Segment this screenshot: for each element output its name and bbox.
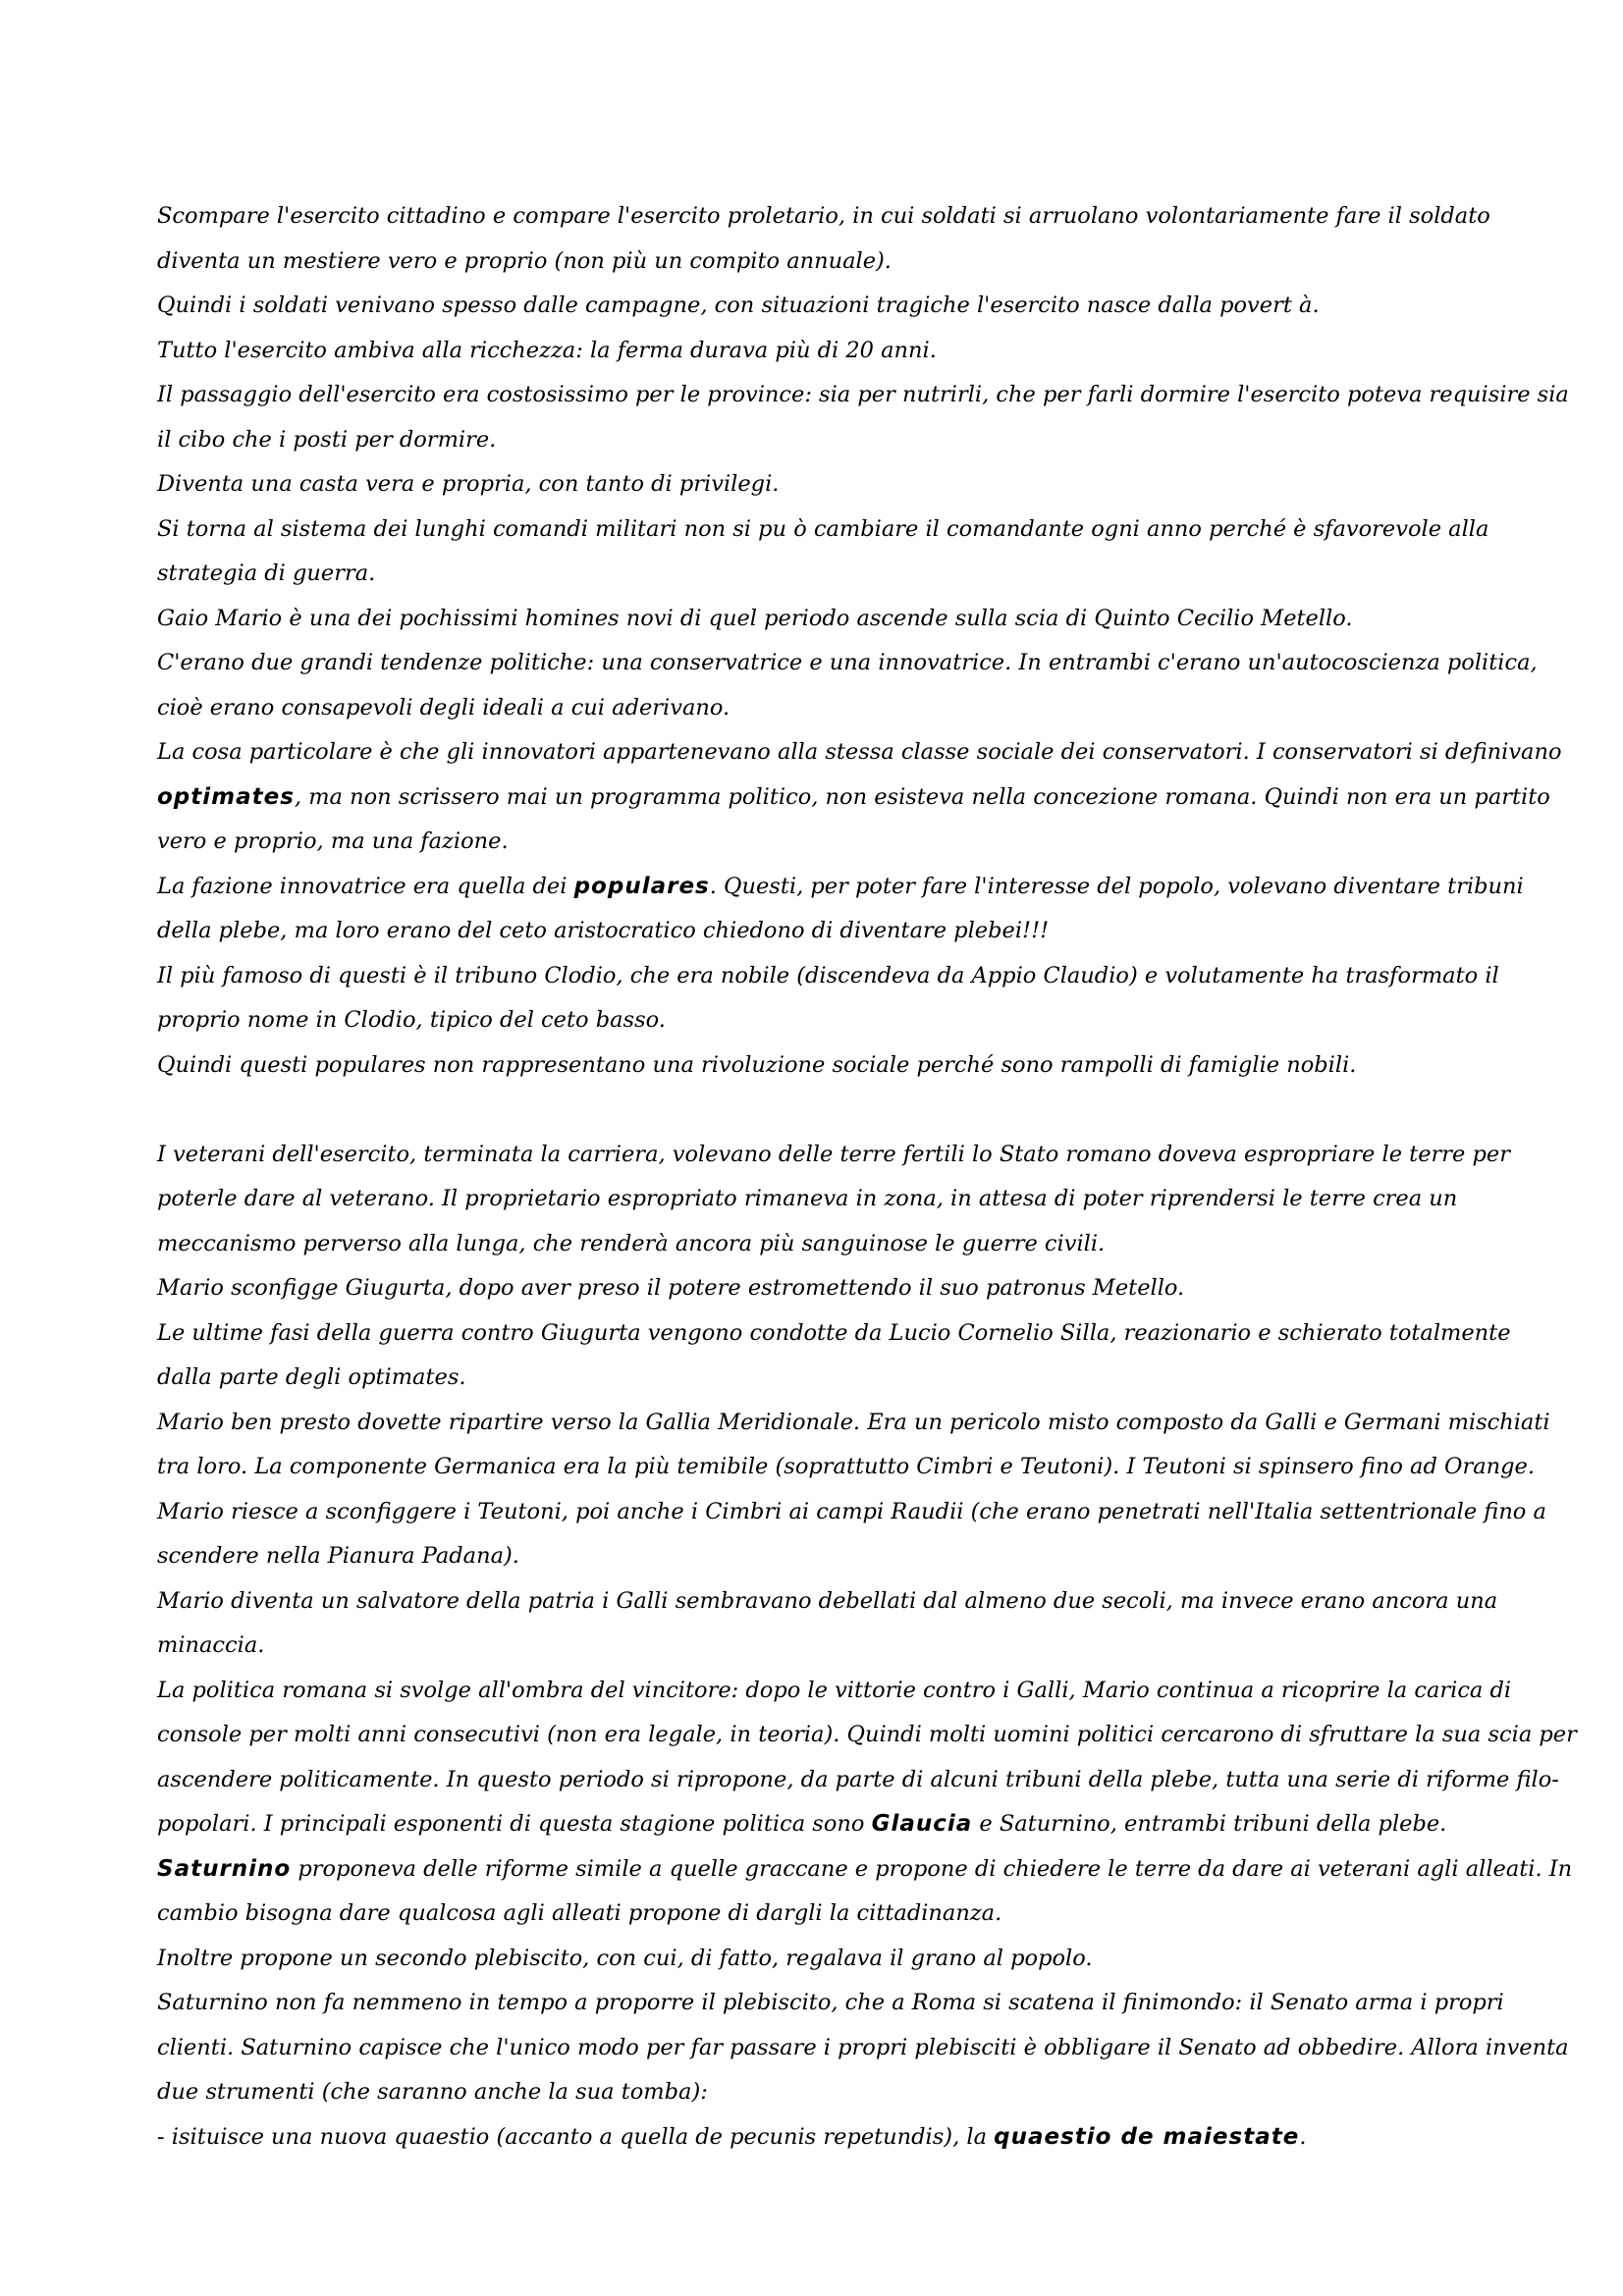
line-text: vero e proprio, ma una fazione.	[157, 828, 509, 854]
line-text: - isituisce una nuova quaestio (accanto a quella de pecunis repetundis), la	[157, 2123, 995, 2150]
line-text: Scompare l'esercito cittadino e compare l'esercito proletario, in cui soldati si arruolano volontariamente fare il soldato	[157, 203, 1490, 229]
highlighted-term: Glaucia	[871, 1811, 973, 1837]
line-text: Diventa una casta vera e propria, con tanto di privilegi.	[157, 471, 780, 497]
text-line	[157, 686, 1478, 731]
line-text: tra loro. La componente Germanica era la più temibile (soprattutto Cimbri e Teutoni). I Teutoni si spinsero fino ad Orange.	[157, 1454, 1535, 1479]
text-line	[157, 1847, 1573, 1893]
line-text: Inoltre propone un secondo plebiscito, con cui, di fatto, regalava il grano al popolo.	[157, 1945, 1093, 1971]
text-line	[157, 329, 1478, 374]
highlighted-term: Saturnino	[157, 1855, 292, 1882]
highlighted-term: quaestio de maiestate	[994, 2123, 1300, 2150]
line-text: proponeva delle riforme simile a quelle graccane e propone di chiedere le terre da dare ai veterani agli alleati. In	[291, 1855, 1573, 1882]
text-line	[157, 954, 1499, 999]
text-line	[157, 1937, 1478, 1982]
paragraph-break	[157, 1088, 1478, 1133]
line-text: e Saturnino, entrambi tribuni della plebe.	[972, 1811, 1447, 1837]
line-text: strategia di guerra.	[157, 561, 376, 586]
line-text: cioè erano consapevoli degli ideali a cui aderivano.	[157, 694, 730, 721]
line-text: meccanismo perverso alla lunga, che renderà ancora più sanguinose le guerre civili.	[157, 1230, 1106, 1256]
line-text: Mario sconfigge Giugurta, dopo aver preso il potere estromettendo il suo patronus Metello.	[157, 1275, 1185, 1301]
line-text: console per molti anni consecutivi (non era legale, in teoria). Quindi molti uomini politici cercarono di sfruttare la sua scia per	[157, 1722, 1577, 1747]
line-text: due strumenti (che saranno anche la sua tomba):	[157, 2079, 708, 2105]
line-text: scendere nella Pianura Padana).	[157, 1543, 519, 1569]
highlighted-term: populares	[573, 873, 710, 899]
text-line	[157, 1669, 1512, 1714]
line-text: proprio nome in Clodio, tipico del ceto basso.	[157, 1007, 666, 1033]
text-line	[157, 1713, 1577, 1758]
text-line	[157, 1624, 1478, 1669]
text-line	[157, 373, 1569, 418]
text-line	[157, 1043, 1478, 1089]
text-line	[157, 998, 1478, 1043]
text-line	[157, 865, 1524, 910]
line-text: poterle dare al veterano. Il proprietario espropriato rimaneva in zona, in attesa di poter riprendersi le terre crea un	[157, 1186, 1458, 1211]
text-line	[157, 552, 1478, 597]
text-line	[157, 1222, 1478, 1267]
text-line	[157, 597, 1478, 642]
line-text: . Questi, per poter fare l'interesse del popolo, volevano diventare tribuni	[709, 873, 1524, 899]
text-line	[157, 284, 1478, 329]
line-text: Saturnino non fa nemmeno in tempo a proporre il plebiscito, che a Roma si scatena il finimondo: il Senato arma i propri	[157, 1990, 1504, 2015]
line-text: .	[1299, 2123, 1307, 2150]
line-text: della plebe, ma loro erano del ceto aristocratico chiedono di diventare plebei!!!	[157, 918, 1050, 943]
text-line	[157, 1133, 1510, 1178]
line-text: Il più famoso di questi è il tribuno Clodio, che era nobile (discendeva da Appio Claudio) e volutamente ha trasformato il	[157, 962, 1499, 988]
line-text: C'erano due grandi tendenze politiche: una conservatrice e una innovatrice. In entrambi c'erano un'autocoscienza politica,	[157, 650, 1538, 675]
text-line	[157, 2070, 1478, 2115]
text-line	[157, 909, 1478, 954]
text-line	[157, 1356, 1478, 1401]
line-text: Mario ben presto dovette ripartire verso la Gallia Meridionale. Era un pericolo misto composto da Galli e Germani mischiati	[157, 1409, 1550, 1435]
line-text: Mario diventa un salvatore della patria i Galli sembravano debellati dal almeno due secoli, ma invece erano ancora una	[157, 1587, 1498, 1614]
text-line	[157, 2026, 1569, 2071]
text-line	[157, 1266, 1478, 1311]
line-text: , ma non scrissero mai un programma politico, non esisteva nella concezione romana. Quindi non era un partito	[294, 783, 1550, 810]
text-line	[157, 1311, 1511, 1357]
line-text: Le ultime fasi della guerra contro Giugurta vengono condotte da Lucio Cornelio Silla, reazionario e schierato totalmente	[157, 1319, 1511, 1346]
text-line	[157, 462, 1478, 507]
text-line	[157, 641, 1538, 686]
line-text: ascendere politicamente. In questo periodo si ripropone, da parte di alcuni tribuni della plebe, tutta una serie di riforme filo-	[157, 1766, 1559, 1792]
line-text: Quindi questi populares non rappresentano una rivoluzione sociale perché sono rampolli di famiglie nobili.	[157, 1051, 1357, 1078]
line-text: Mario riesce a sconfiggere i Teutoni, poi anche i Cimbri ai campi Raudii (che erano penetrati nell'Italia settentrionale fino a	[157, 1498, 1546, 1524]
text-line	[157, 775, 1550, 821]
line-text: La fazione innovatrice era quella dei	[157, 873, 574, 899]
text-line	[157, 730, 1562, 775]
line-text: Tutto l'esercito ambiva alla ricchezza: la ferma durava più di 20 anni.	[157, 337, 937, 363]
text-line	[157, 1534, 1478, 1579]
text-line	[157, 2115, 1478, 2161]
text-line	[157, 1177, 1478, 1222]
text-line	[157, 1892, 1478, 1937]
text-line	[157, 418, 1478, 463]
line-text: I veterani dell'esercito, terminata la carriera, volevano delle terre fertili lo Stato romano doveva espropriare le terre per	[157, 1141, 1510, 1167]
text-line	[157, 1802, 1478, 1847]
text-line	[157, 194, 1490, 240]
line-text: clienti. Saturnino capisce che l'unico modo per far passare i propri plebisciti è obbligare il Senato ad obbedire. Allora inventa	[157, 2034, 1569, 2060]
text-line	[157, 820, 1478, 865]
text-line	[157, 1490, 1546, 1535]
line-text: Gaio Mario è una dei pochissimi homines novi di quel periodo ascende sulla scia di Quinto Cecilio Metello.	[157, 605, 1353, 631]
line-text: cambio bisogna dare qualcosa agli alleati propone di dargli la cittadinanza.	[157, 1900, 1002, 1926]
text-line	[157, 1579, 1498, 1625]
highlighted-term: optimates	[157, 783, 295, 810]
text-line	[157, 1445, 1535, 1490]
line-text: popolari. I principali esponenti di questa stagione politica sono	[157, 1811, 872, 1837]
line-text: Quindi i soldati venivano spesso dalle campagne, con situazioni tragiche l'esercito nasce dalla povert à.	[157, 293, 1320, 318]
text-line	[157, 507, 1489, 553]
text-line	[157, 1401, 1550, 1446]
text-line	[157, 1981, 1504, 2026]
line-text: La politica romana si svolge all'ombra del vincitore: dopo le vittorie contro i Galli, Mario continua a ricoprire la carica di	[157, 1677, 1512, 1703]
line-text: diventa un mestiere vero e proprio (non più un compito annuale).	[157, 247, 892, 274]
text-line	[157, 1758, 1559, 1803]
text-line	[157, 240, 1478, 285]
line-text: minaccia.	[157, 1632, 265, 1658]
line-text: il cibo che i posti per dormire.	[157, 426, 497, 453]
line-text: dalla parte degli optimates.	[157, 1364, 466, 1390]
line-text: Si torna al sistema dei lunghi comandi militari non si pu ò cambiare il comandante ogni anno perché è sfavorevole alla	[157, 515, 1489, 542]
line-text: Il passaggio dell'esercito era costosissimo per le province: sia per nutrirli, che per farli dormire l'esercito poteva requisire sia	[157, 382, 1569, 407]
document-page	[157, 194, 1577, 2160]
line-text: La cosa particolare è che gli innovatori appartenevano alla stessa classe sociale dei conservatori. I conservatori si definivano	[157, 739, 1562, 765]
